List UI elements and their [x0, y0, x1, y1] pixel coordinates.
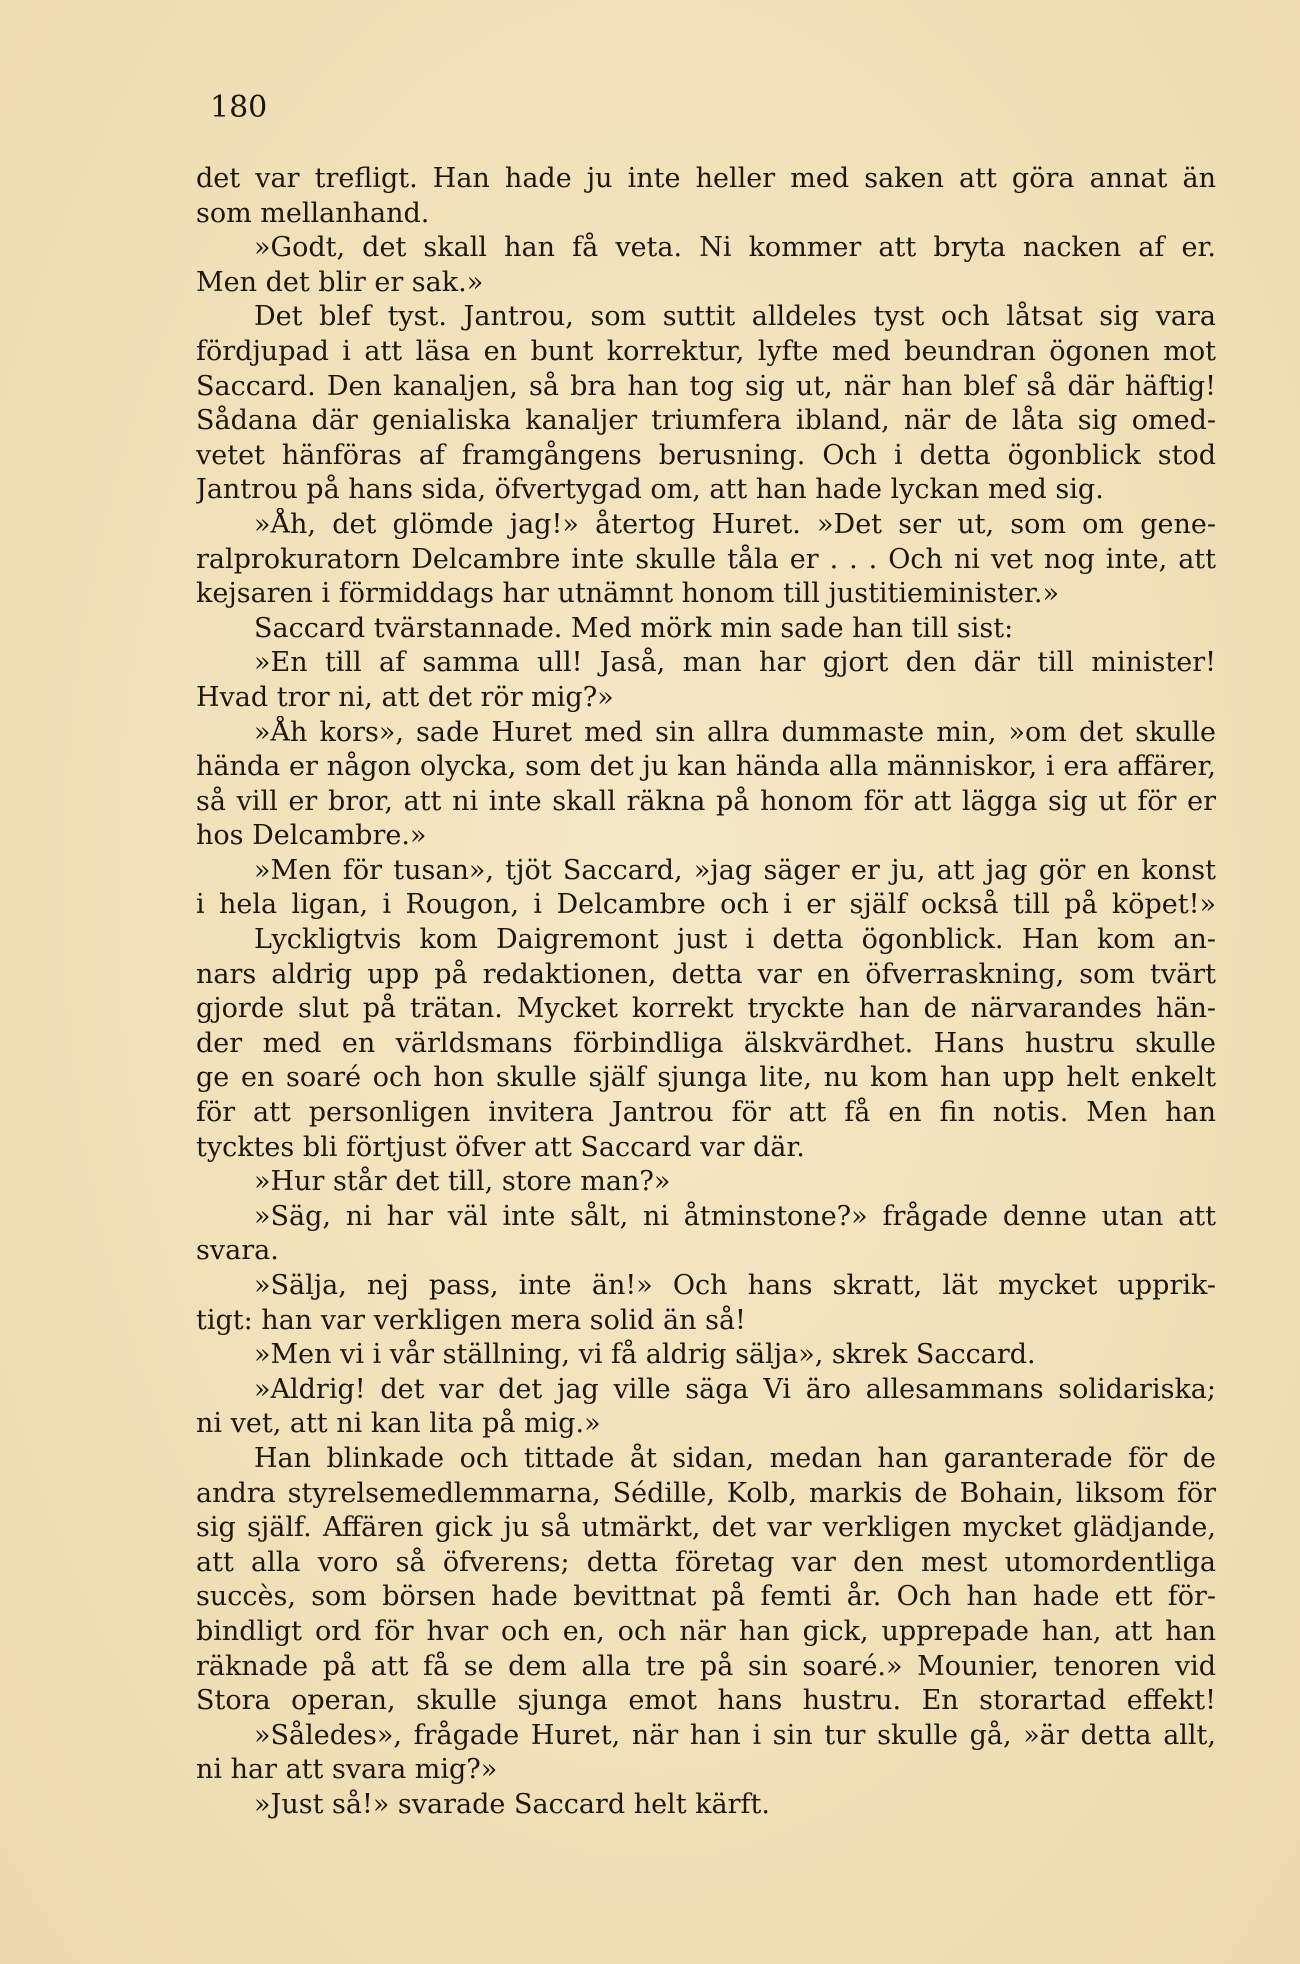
text-line: Saccard tvärstannade. Med mörk min sade han till sist: — [254, 612, 1014, 644]
text-line: räknade på att få se dem alla tre på sin soaré.» Mounier, tenoren vid — [196, 1650, 1216, 1682]
text-line: Lyckligtvis kom Daigremont just i detta ögonblick. Han kom an- — [254, 924, 1216, 956]
body-text — [196, 162, 1216, 1823]
text-line: »Men vi i vår ställning, vi få aldrig sälja», skrek Saccard. — [254, 1339, 1036, 1371]
text-line: Jantrou på hans sida, öfvertygad om, att han hade lyckan med sig. — [196, 474, 1104, 506]
text-line: Stora operan, skulle sjunga emot hans hustru. En storartad effekt! — [196, 1685, 1216, 1717]
text-line: »Just så!» svarade Saccard helt kärft. — [254, 1788, 770, 1820]
text-line: hända er någon olycka, som det ju kan hända alla människor, i era affärer, — [196, 751, 1216, 783]
text-line: succès, som börsen hade bevittnat på femti år. Och han hade ett för- — [196, 1581, 1216, 1613]
text-line: i hela ligan, i Rougon, i Delcambre och i er själf också till på köpet!» — [196, 889, 1216, 921]
text-line: ni har att svara mig?» — [196, 1754, 498, 1786]
text-line: nars aldrig upp på redaktionen, detta var en öfverraskning, som tvärt — [196, 958, 1216, 990]
text-line: fördjupad i att läsa en bunt korrektur, lyfte med beundran ögonen mot — [196, 335, 1216, 367]
text-line: »Säg, ni har väl inte sålt, ni åtminstone?» frågade denne utan att — [254, 1200, 1216, 1232]
page-number: 180 — [210, 90, 268, 125]
text-line: att alla voro så öfverens; detta företag var den mest utomordentliga — [196, 1546, 1216, 1578]
text-line: Hvad tror ni, att det rör mig?» — [196, 681, 614, 713]
text-line: »En till af samma ull! Jaså, man har gjort den där till minister! — [254, 647, 1216, 679]
text-line: bindligt ord för hvar och en, och när han gick, upprepade han, att han — [196, 1615, 1216, 1647]
text-line: ni vet, att ni kan lita på mig.» — [196, 1408, 601, 1440]
text-line: hos Delcambre.» — [196, 820, 427, 852]
text-line: »Således», frågade Huret, när han i sin tur skulle gå, »är detta allt, — [254, 1719, 1216, 1751]
text-line: Saccard. Den kanaljen, så bra han tog sig ut, när han blef så där häftig! — [196, 370, 1216, 402]
text-line: kejsaren i förmiddags har utnämnt honom till justitieminister.» — [196, 578, 1060, 610]
text-line: »Aldrig! det var det jag ville säga Vi äro allesammans solidariska; — [254, 1373, 1216, 1405]
text-line: så vill er bror, att ni inte skall räkna på honom för att lägga sig ut för er — [196, 785, 1216, 817]
text-line: tycktes bli förtjust öfver att Saccard var där. — [196, 1131, 805, 1163]
text-line: för att personligen invitera Jantrou för att få en fin notis. Men han — [196, 1097, 1216, 1129]
text-line: gjorde slut på trätan. Mycket korrekt tryckte han de närvarandes hän- — [196, 993, 1216, 1025]
text-line: sig själf. Affären gick ju så utmärkt, det var verkligen mycket glädjande, — [196, 1512, 1216, 1544]
text-line: »Hur står det till, store man?» — [254, 1166, 671, 1198]
text-line: Men det blir er sak.» — [196, 266, 484, 298]
text-line: ralprokuratorn Delcambre inte skulle tåla er . . . Och ni vet nog inte, att — [196, 543, 1216, 575]
text-line: som mellanhand. — [196, 197, 430, 229]
text-line: »Åh kors», sade Huret med sin allra dummaste min, »om det skulle — [254, 716, 1216, 748]
text-line: Sådana där genialiska kanaljer triumfera ibland, när de låta sig omed- — [196, 405, 1216, 437]
text-line: ge en soaré och hon skulle själf sjunga lite, nu kom han upp helt enkelt — [196, 1062, 1216, 1094]
text-line: Det blef tyst. Jantrou, som suttit alldeles tyst och låtsat sig vara — [254, 301, 1216, 333]
text-line: det var trefligt. Han hade ju inte heller med saken att göra annat än — [196, 163, 1216, 194]
text-line: tigt: han var verkligen mera solid än så! — [196, 1304, 746, 1336]
text-line: vetet hänföras af framgångens berusning. Och i detta ögonblick stod — [196, 439, 1216, 471]
text-line: »Godt, det skall han få veta. Ni kommer att bryta nacken af er. — [254, 232, 1216, 264]
text-line: andra styrelsemedlemmarna, Sédille, Kolb, markis de Bohain, liksom för — [196, 1477, 1216, 1509]
text-line: »Sälja, nej pass, inte än!» Och hans skratt, lät mycket upprik- — [254, 1270, 1216, 1301]
text-line: »Åh, det glömde jag!» återtog Huret. »Det ser ut, som om gene- — [254, 508, 1216, 540]
text-line: »Men för tusan», tjöt Saccard, »jag säger er ju, att jag gör en konst — [254, 854, 1216, 886]
text-line: Han blinkade och tittade åt sidan, medan han garanterade för de — [254, 1442, 1216, 1474]
text-line: svara. — [196, 1235, 279, 1267]
text-line: der med en världsmans förbindliga älskvärdhet. Hans hustru skulle — [196, 1027, 1216, 1059]
